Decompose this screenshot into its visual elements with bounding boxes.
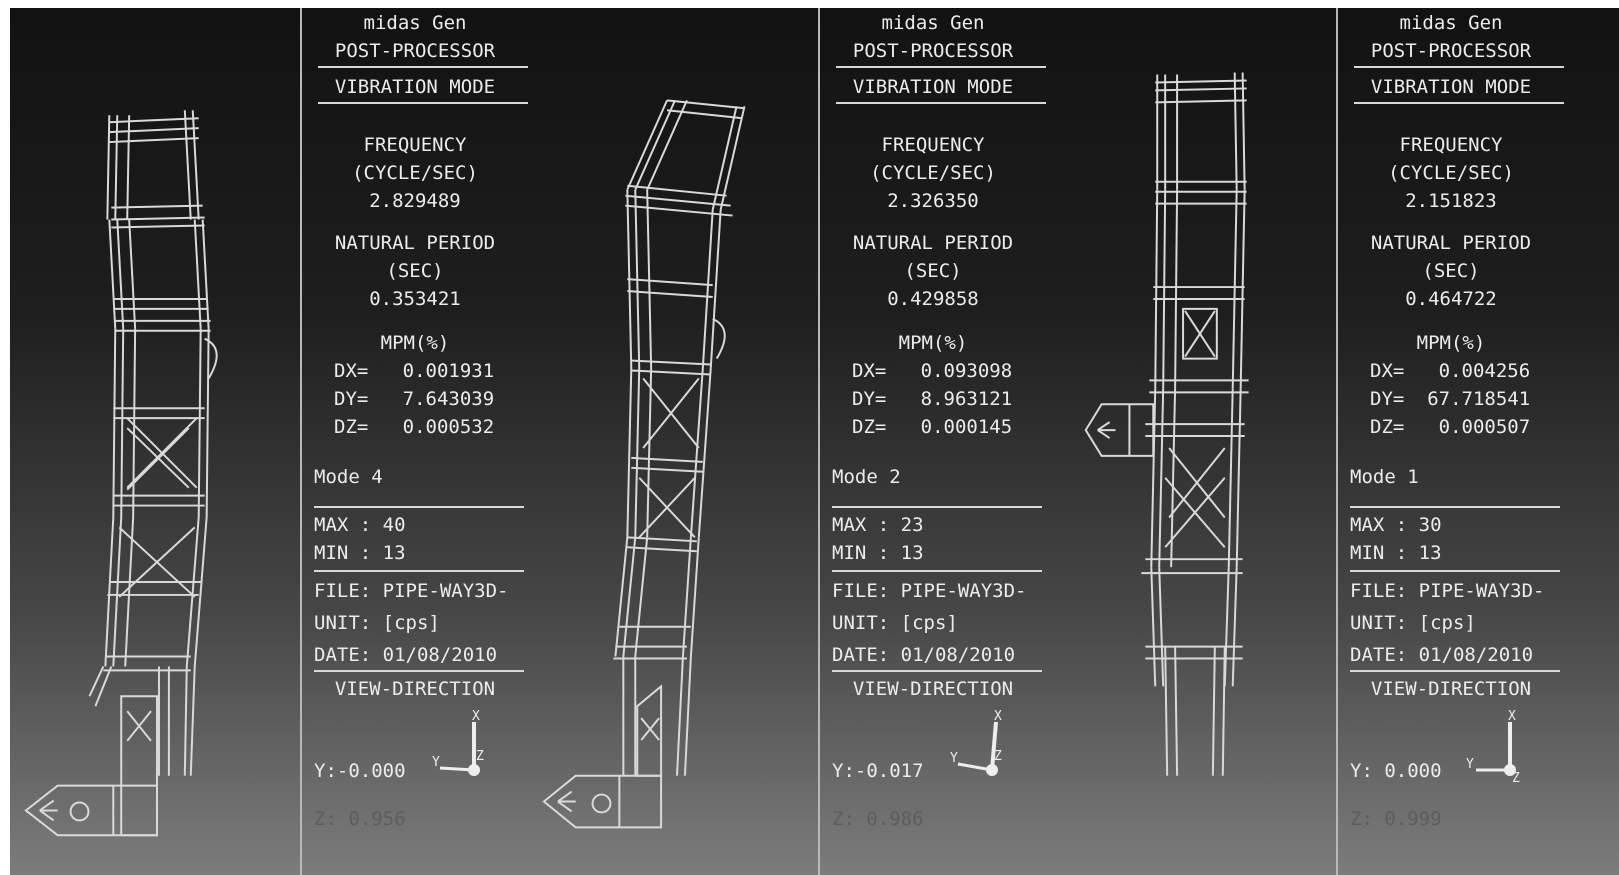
mpm-label: MPM(%) — [380, 332, 450, 354]
mode-label: Mode 1 — [1350, 466, 1419, 488]
view-direction-label: VIEW-DIRECTION — [852, 678, 1014, 700]
info-block-1 — [308, 8, 528, 875]
axis-triad-icon — [944, 708, 1014, 798]
view-z: Z: 0.999 — [1350, 808, 1442, 830]
axis-y-label: Y — [432, 755, 440, 770]
mpm-dz: DZ= 0.000532 — [334, 416, 495, 438]
result-type: VIBRATION MODE — [852, 76, 1014, 98]
model-viewport-2[interactable] — [528, 8, 820, 875]
frequency-unit: (CYCLE/SEC) — [352, 162, 478, 184]
unit-label: UNIT: [cps] — [1350, 612, 1476, 634]
divider — [832, 670, 1042, 672]
mpm-dy: DY= 7.643039 — [334, 388, 495, 410]
frequency-value: 2.326350 — [887, 190, 979, 212]
period-unit: (SEC) — [386, 260, 444, 282]
mpm-label: MPM(%) — [898, 332, 968, 354]
axis-x-label: X — [994, 709, 1002, 724]
divider — [1350, 670, 1560, 672]
divider — [314, 670, 524, 672]
mpm-dy: DY= 8.963121 — [852, 388, 1013, 410]
date-label: DATE: 01/08/2010 — [1350, 644, 1534, 666]
module-name: POST-PROCESSOR — [852, 40, 1014, 62]
result-type: VIBRATION MODE — [334, 76, 496, 98]
model-viewport-3[interactable] — [1046, 8, 1338, 875]
view-z: Z: 0.986 — [832, 808, 924, 830]
axis-x-label: X — [472, 709, 480, 724]
view-z: Z: 0.956 — [314, 808, 406, 830]
divider — [832, 570, 1042, 572]
mpm-dx: DX= 0.004256 — [1370, 360, 1531, 382]
period-label: NATURAL PERIOD — [1370, 232, 1532, 254]
unit-label: UNIT: [cps] — [832, 612, 958, 634]
view-y: Y: 0.000 — [1350, 760, 1442, 782]
file-name: FILE: PIPE-WAY3D- — [314, 580, 509, 602]
period-label: NATURAL PERIOD — [334, 232, 496, 254]
axis-z-label: Z — [476, 749, 484, 764]
file-name: FILE: PIPE-WAY3D- — [1350, 580, 1545, 602]
mpm-dy: DY= 67.718541 — [1370, 388, 1531, 410]
axis-z-label: Z — [994, 749, 1002, 764]
date-label: DATE: 01/08/2010 — [832, 644, 1016, 666]
max-value: MAX : 40 — [314, 514, 406, 536]
deformed-structure-wireframe — [528, 8, 818, 875]
deformed-structure-wireframe — [1046, 8, 1336, 875]
period-value: 0.429858 — [887, 288, 979, 310]
mode-label: Mode 2 — [832, 466, 901, 488]
view-y: Y:-0.017 — [832, 760, 924, 782]
mpm-label: MPM(%) — [1416, 332, 1486, 354]
mpm-dz: DZ= 0.000507 — [1370, 416, 1531, 438]
frequency-unit: (CYCLE/SEC) — [870, 162, 996, 184]
view-x: X: 0.044 — [1350, 712, 1442, 734]
mpm-dx: DX= 0.093098 — [852, 360, 1013, 382]
mode-panel-2 — [528, 8, 1046, 875]
mpm-dz: DZ= 0.000145 — [852, 416, 1013, 438]
period-value: 0.353421 — [369, 288, 461, 310]
min-value: MIN : 13 — [314, 542, 406, 564]
frequency-label: FREQUENCY — [363, 134, 467, 156]
module-name: POST-PROCESSOR — [1370, 40, 1532, 62]
mode-panel-3 — [1046, 8, 1619, 875]
view-direction-label: VIEW-DIRECTION — [334, 678, 496, 700]
divider — [318, 102, 528, 104]
period-label: NATURAL PERIOD — [852, 232, 1014, 254]
mode-panel-1 — [10, 8, 528, 875]
axis-z-label: Z — [1512, 771, 1520, 786]
unit-label: UNIT: [cps] — [314, 612, 440, 634]
software-name: midas Gen — [881, 12, 985, 34]
divider — [1350, 570, 1560, 572]
period-value: 0.464722 — [1405, 288, 1497, 310]
divider — [1350, 506, 1560, 508]
min-value: MIN : 13 — [1350, 542, 1442, 564]
divider — [832, 506, 1042, 508]
min-value: MIN : 13 — [832, 542, 924, 564]
period-unit: (SEC) — [1422, 260, 1480, 282]
divider — [836, 66, 1046, 68]
mode-label: Mode 4 — [314, 466, 383, 488]
module-name: POST-PROCESSOR — [334, 40, 496, 62]
mpm-dx: DX= 0.001931 — [334, 360, 495, 382]
divider — [314, 506, 524, 508]
frequency-label: FREQUENCY — [881, 134, 985, 156]
divider — [1354, 102, 1564, 104]
divider — [1354, 66, 1564, 68]
axis-triad-icon — [426, 708, 496, 798]
info-block-3 — [1344, 8, 1619, 875]
divider — [318, 66, 528, 68]
view-y: Y:-0.000 — [314, 760, 406, 782]
frequency-value: 2.829489 — [369, 190, 461, 212]
max-value: MAX : 30 — [1350, 514, 1442, 536]
software-name: midas Gen — [1399, 12, 1503, 34]
software-name: midas Gen — [363, 12, 467, 34]
max-value: MAX : 23 — [832, 514, 924, 536]
divider — [314, 570, 524, 572]
result-type: VIBRATION MODE — [1370, 76, 1532, 98]
view-direction-label: VIEW-DIRECTION — [1370, 678, 1532, 700]
view-x: X:-0.164 — [832, 712, 924, 734]
model-viewport-1[interactable] — [10, 8, 302, 875]
frequency-value: 2.151823 — [1405, 190, 1497, 212]
view-x: X:-0.292 — [314, 712, 406, 734]
axis-triad-icon — [1462, 708, 1532, 798]
axis-y-label: Y — [950, 751, 958, 766]
file-name: FILE: PIPE-WAY3D- — [832, 580, 1027, 602]
deformed-structure-wireframe — [10, 8, 300, 875]
frequency-label: FREQUENCY — [1399, 134, 1503, 156]
period-unit: (SEC) — [904, 260, 962, 282]
info-block-2 — [826, 8, 1046, 875]
axis-x-label: X — [1508, 709, 1516, 724]
date-label: DATE: 01/08/2010 — [314, 644, 498, 666]
axis-y-label: Y — [1466, 757, 1474, 772]
divider — [836, 102, 1046, 104]
frequency-unit: (CYCLE/SEC) — [1388, 162, 1514, 184]
